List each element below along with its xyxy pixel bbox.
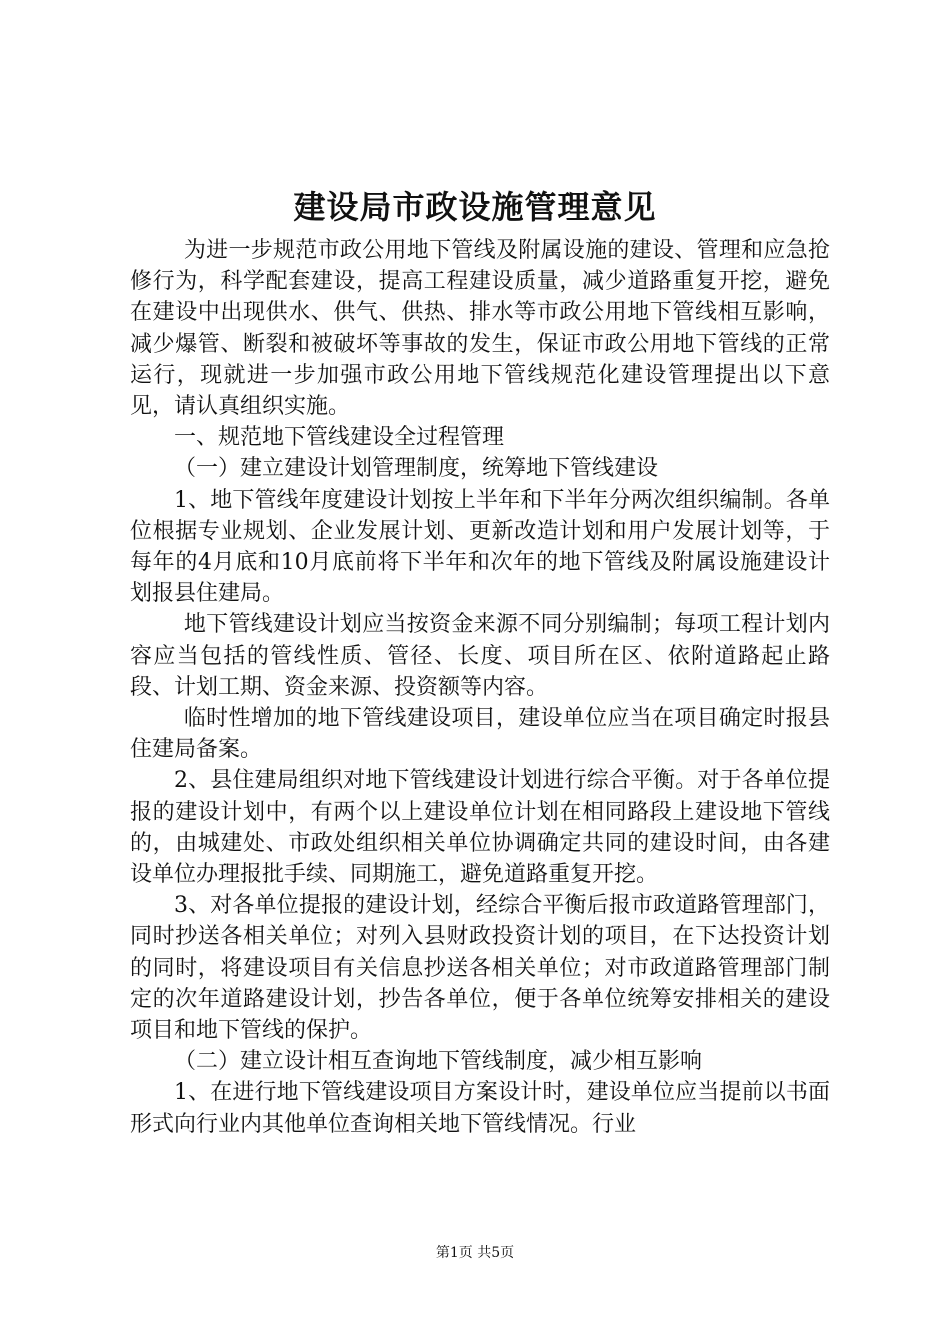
page-number-footer: 第1页 共5页 [435, 1245, 515, 1261]
paragraph: 1、地下管线年度建设计划按上半年和下半年分两次组织编制。各单位根据专业规划、企业发展计划、更新改造计划和用户发展计划等，于每年的4月底和10月底前将下半年和次年的地下管线及附属设施建设计划报县住建局。 [130, 487, 830, 607]
paragraph: 3、对各单位提报的建设计划，经综合平衡后报市政道路管理部门，同时抄送各相关单位；对列入县财政投资计划的项目，在下达投资计划的同时，将建设项目有关信息抄送各相关单位；对市政道路管理部门制定的次年道路建设计划，抄告各单位，便于各单位统筹安排相关的建设项目和地下管线的保护。 [130, 893, 830, 1044]
paragraph: 地下管线建设计划应当按资金来源不同分别编制；每项工程计划内容应当包括的管线性质、管径、长度、项目所在区、依附道路起止路段、计划工期、资金来源、投资额等内容。 [130, 612, 830, 700]
section-heading: 一、规范地下管线建设全过程管理 [174, 425, 505, 451]
document-body [130, 235, 830, 1140]
paragraph: 1、在进行地下管线建设项目方案设计时，建设单位应当提前以书面形式向行业内其他单位查询相关地下管线情况。行业 [130, 1080, 830, 1137]
subsection-heading: （二）建立设计相互查询地下管线制度，减少相互影响 [174, 1049, 703, 1075]
paragraph: 为进一步规范市政公用地下管线及附属设施的建设、管理和应急抢修行为，科学配套建设，提高工程建设质量，减少道路重复开挖，避免在建设中出现供水、供气、供热、排水等市政公用地下管线相互影响，减少爆管、断裂和被破坏等事故的发生，保证市政公用地下管线的正常运行，现就进一步加强市政公用地下管线规范化建设管理提出以下意见，请认真组织实施。 [130, 238, 830, 420]
document-title: 建设局市政设施管理意见 [293, 188, 657, 226]
subsection-heading: （一）建立建设计划管理制度，统筹地下管线建设 [174, 456, 659, 482]
paragraph: 临时性增加的地下管线建设项目，建设单位应当在项目确定时报县住建局备案。 [130, 706, 830, 763]
paragraph: 2、县住建局组织对地下管线建设计划进行综合平衡。对于各单位提报的建设计划中，有两个以上建设单位计划在相同路段上建设地下管线的，由城建处、市政处组织相关单位协调确定共同的建设时间，由各建设单位办理报批手续、同期施工，避免道路重复开挖。 [130, 768, 830, 888]
